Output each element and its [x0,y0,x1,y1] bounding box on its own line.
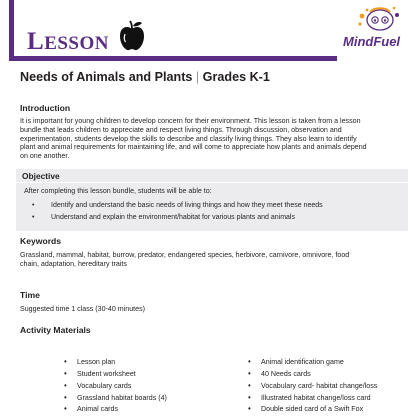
page-title [20,70,270,84]
materials-bullet: • [64,393,67,402]
keywords-heading: Keywords [20,236,62,246]
introduction-body [20,117,404,161]
header-border-vertical [9,0,14,60]
materials-item: Grassland habitat boards (4) [77,394,167,402]
title-main: Needs of Animals and Plants [20,70,193,84]
materials-bullet: • [64,404,67,413]
materials-bullet: • [248,369,251,378]
objective-intro: After completing this lesson bundle, students will be able to: [24,187,212,195]
materials-bullet: • [64,357,67,366]
materials-item: Illustrated habitat change/loss card [261,394,371,402]
lesson-label-cap: L [27,28,45,55]
title-separator: | [195,70,200,84]
title-grade: Grades K-1 [202,70,270,84]
time-text: Suggested time 1 class (30-40 minutes) [20,305,145,313]
lesson-header [0,0,416,62]
lesson-label-rest: ESSON [44,33,109,54]
time-heading: Time [20,290,40,300]
keywords-line: chain, adaptation, hereditary traits [20,259,127,268]
keywords-body [20,251,404,269]
materials-item: Double sided card of a Swift Fox [261,405,364,413]
materials-bullet: • [248,393,251,402]
materials-heading: Activity Materials [20,325,91,335]
materials-item: Lesson plan [77,358,116,366]
introduction-line: plant and animal requirements for maintaining life, and will come to appreciate how plants and animals depend [20,143,367,152]
materials-bullet: • [64,381,67,390]
materials-bullet: • [64,369,67,378]
introduction-line: on one another. [20,152,70,161]
introduction-line: experimentation, students develop the skills to describe and classify living things. They also learn to identify [20,134,357,143]
materials-item: Student worksheet [77,370,136,378]
materials-item: Vocabulary cards [77,382,132,390]
objective-divider [16,182,408,183]
objective-heading: Objective [22,171,60,181]
materials-item: Vocabulary card- habitat change/loss [261,382,378,390]
objective-bullet: • [32,202,35,209]
materials-item: Animal cards [77,405,119,413]
materials-item: 40 Needs cards [261,370,311,378]
introduction-heading: Introduction [20,103,71,113]
keywords-line: Grassland, mammal, habitat, burrow, predator, endangered species, herbivore, carnivore, omnivore, food [20,251,350,259]
materials-item: Animal identification game [261,358,344,366]
materials-bullet: • [248,381,251,390]
materials-bullet: • [248,357,251,366]
objective-box [16,169,408,231]
objective-item: Understand and explain the environment/habitat for various plants and animals [51,214,295,221]
introduction-line: It is important for young children to develop concern for their environment. This lesson is taken from a lesson [20,117,361,125]
materials-bullet: • [248,404,251,413]
logo-text: MindFuel [343,34,401,49]
objective-bullet: • [32,214,35,221]
objective-item: Identify and understand the basic needs of living things and how they meet these needs [51,202,323,209]
mindfuel-logo [340,4,412,58]
apple-icon [118,20,146,52]
lesson-label [27,29,109,54]
introduction-line: bundle that leads children to appreciate and respect living things. Through discussion, observation and [20,125,342,134]
header-border-horizontal [9,56,337,61]
